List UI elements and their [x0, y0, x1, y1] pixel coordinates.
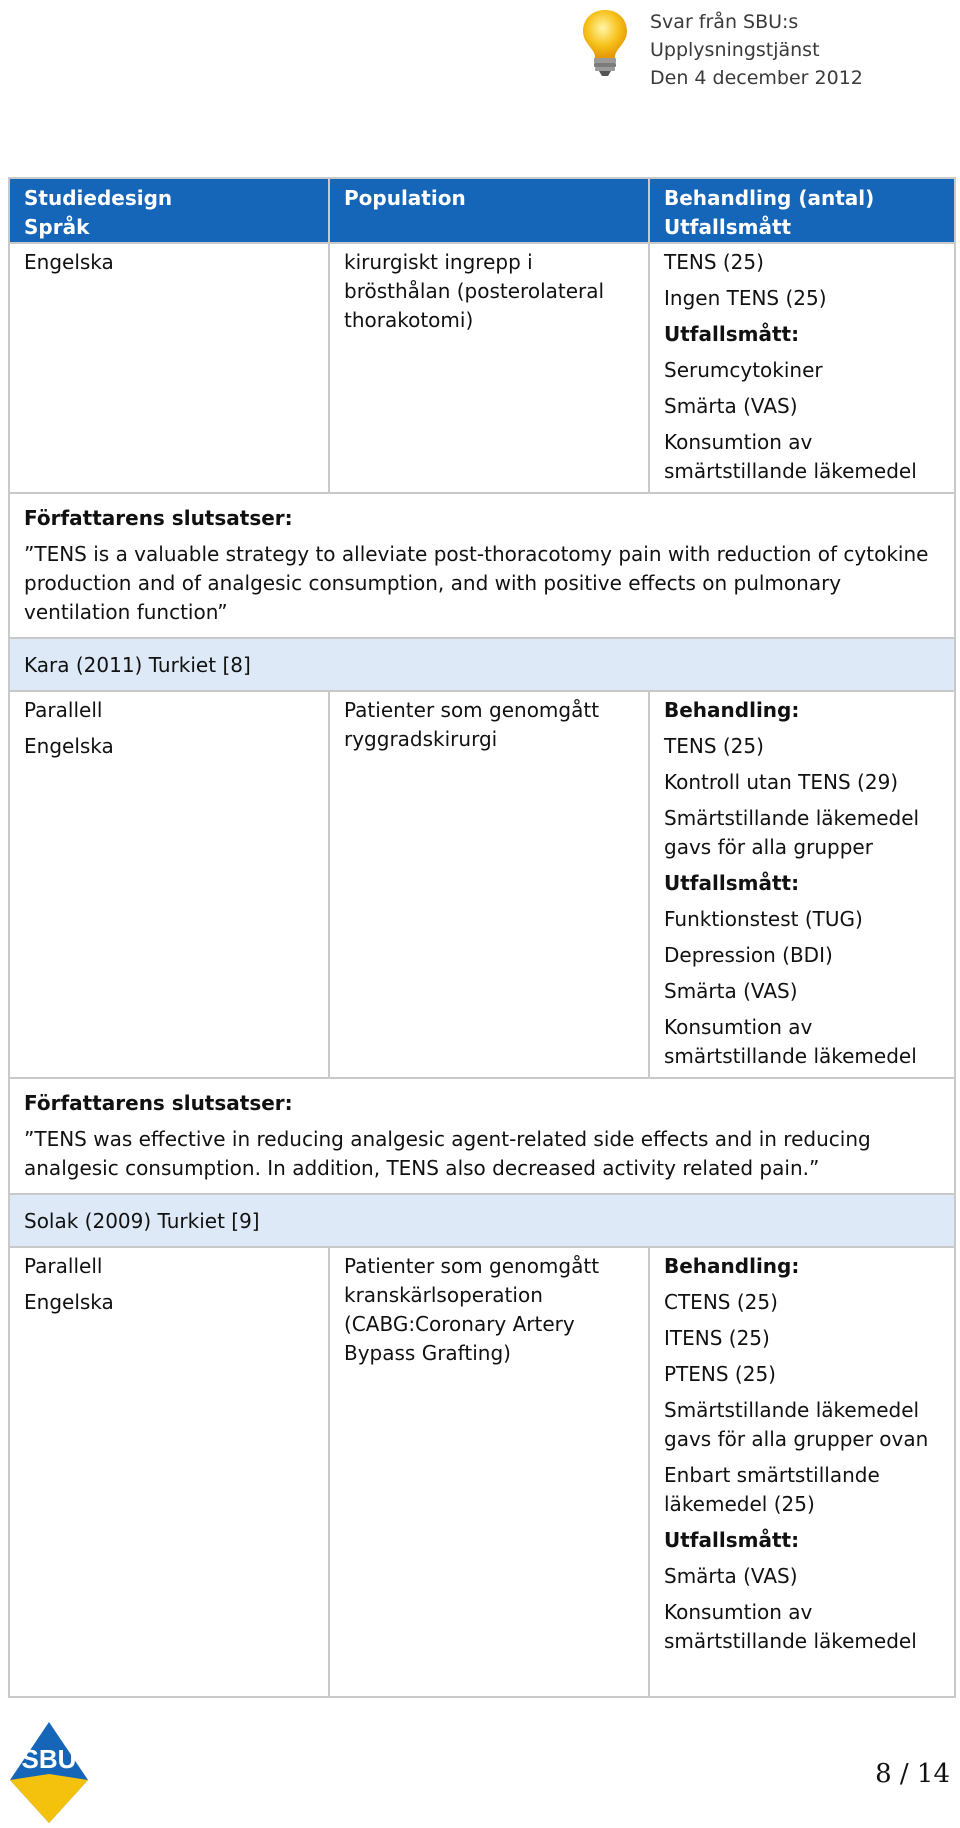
table-header-row [9, 178, 955, 243]
study-title-row [9, 638, 955, 691]
population-cell: kirurgiskt ingrepp i brösthålan (posterolateral thorakotomi) [329, 243, 649, 493]
design-cell: Engelska [9, 243, 329, 493]
page-footer [0, 1700, 960, 1828]
treatment-cell: TENS (25) Ingen TENS (25) Utfallsmått: Serumcytokiner Smärta (VAS) Konsumtion av smärtstillande läkemedel [649, 243, 955, 493]
header-cell-behandling: Behandling (antal) Utfallsmått [649, 178, 955, 243]
treatment-cell: Behandling: CTENS (25) ITENS (25) PTENS (25) Smärtstillande läkemedel gavs för alla grupper ovan Enbart smärtstillande läkemedel (25) Utfallsmått: Smärta (VAS) Konsumtion av smärtstillande läkemedel [649, 1247, 955, 1697]
svg-text:SBU: SBU [21, 1744, 77, 1774]
conclusion-title: Författarens slutsatser: [24, 1091, 293, 1115]
header-date: Den 4 december 2012 [650, 67, 863, 89]
table-row [9, 1247, 955, 1697]
conclusion-row [9, 1078, 955, 1194]
study-title: Solak (2009) Turkiet [9] [9, 1194, 955, 1247]
population-cell: Patienter som genomgått ryggradskirurgi [329, 691, 649, 1078]
page-header [0, 0, 960, 90]
design-cell: Parallell Engelska [9, 1247, 329, 1697]
study-title-row [9, 1194, 955, 1247]
header-cell-studiedesign: Studiedesign Språk [9, 178, 329, 243]
conclusion-text: ”TENS is a valuable strategy to alleviate post-thoracotomy pain with reduction of cytokine production and of analgesic consumption, and with positive effects on pulmonary ventilation function” [24, 542, 929, 624]
table-row [9, 691, 955, 1078]
treatment-cell: Behandling: TENS (25) Kontroll utan TENS (29) Smärtstillande läkemedel gavs för alla grupper Utfallsmått: Funktionstest (TUG) Depression (BDI) Smärta (VAS) Konsumtion av smärtstillande läkemedel [649, 691, 955, 1078]
conclusion-text: ”TENS was effective in reducing analgesic agent-related side effects and in reducing analgesic consumption. In addition, TENS also decreased activity related pain.” [24, 1127, 871, 1180]
header-title: Svar från SBU:s Upplysningstjänst [650, 11, 820, 61]
conclusion-row [9, 493, 955, 638]
page-number: 8 / 14 [875, 1759, 950, 1789]
study-table [8, 177, 956, 1698]
header-cell-population: Population [329, 178, 649, 243]
design-cell: Parallell Engelska [9, 691, 329, 1078]
study-title: Kara (2011) Turkiet [8] [9, 638, 955, 691]
table-row [9, 243, 955, 493]
lightbulb-icon [578, 6, 632, 78]
sbu-logo [8, 1720, 90, 1825]
population-cell: Patienter som genomgått kranskärlsoperation (CABG:Coronary Artery Bypass Grafting) [329, 1247, 649, 1697]
conclusion-title: Författarens slutsatser: [24, 506, 293, 530]
